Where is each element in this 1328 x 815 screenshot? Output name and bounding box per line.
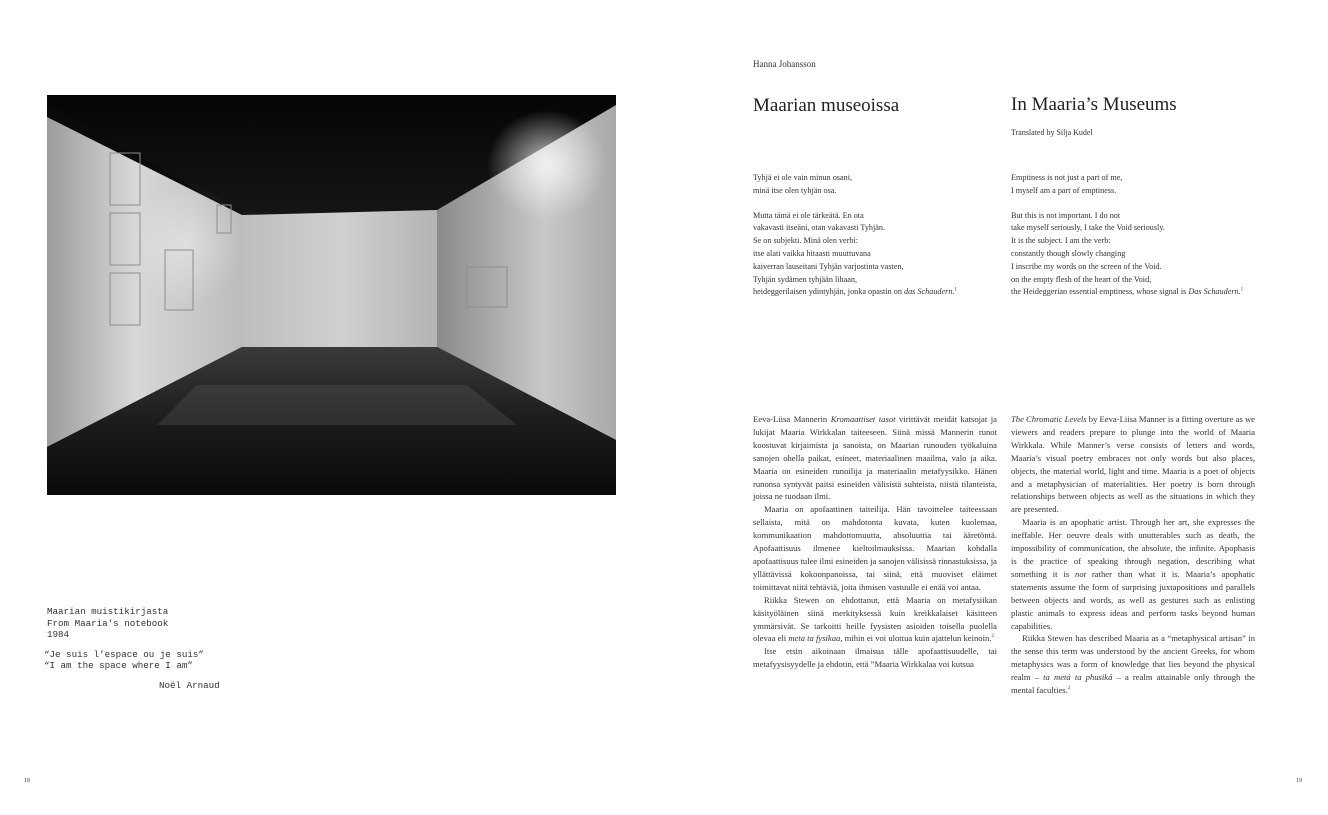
poem-stanza — [1011, 172, 1261, 198]
paragraph-text: by Eeva-Liisa Manner is a fitting overture as we viewers and readers prepare to plunge into the world of Maaria Wirkkala. While Manner’s verse consists of letters and words, Maaria’s visual poetry embraces not only words but also places, objects, the material world, light and time. Maaria is a poet of objects and a metaphysician of materialities. Her poetry is born through relationships between objects as well as the situations in which they are presented. — [1011, 414, 1255, 515]
paragraph: Maaria on apofaattinen taiteilija. Hän tavoittelee taiteessaan sellaista, mitä on mahdotonta kuvata, kuten kuolemaa, kommunikaation mahdottomuutta, absoluuttia tai ääretöntä. Apofaattisuus ilmenee kieltoilmauksissa. Maarian kohdalla apofaattisuus tulee ilmi esineiden ja sanojen välisissä rinnastuksissa, ja yllättävissä kokoonpanoissa, tai siinä, että muoviset eläimet toimittavat niitä tehtäviä, joita ihmisen vastuulle ei enää voi antaa. — [753, 504, 997, 592]
poem-emphasis: das Schaudern. — [903, 287, 955, 297]
translator-credit: Translated by Silja Kudel — [1011, 128, 1093, 137]
quote-line: “I am the space where I am” — [44, 660, 193, 671]
poem-line: kaiverran lauseitani Tyhjän varjostinta vasten, — [753, 261, 904, 271]
paragraph-emphasis: ta metá ta phusiká — [1043, 672, 1113, 683]
notebook-line: From Maaria's notebook — [47, 617, 169, 629]
poem-line: Se on subjekti. Minä olen verbi: — [753, 236, 859, 246]
article-author: Hanna Johansson — [753, 59, 816, 69]
paragraph — [753, 413, 997, 503]
poem-text: heideggerilaisen ydintyhjän, jonka opastin on — [753, 287, 904, 297]
paragraph-text: Riikka Stewen has described Maaria as a “metaphysical artisan” in the sense this term was understood by the ancient Greeks, for whom metaphysics was a form of knowledge that lies beyond the physical realm – — [1011, 633, 1255, 683]
paragraph-text: Eeva-Liisa Mannerin — [753, 414, 831, 424]
poem-stanza — [753, 210, 1003, 300]
poem-line: I myself am a part of emptiness. — [1011, 185, 1117, 195]
work-title: Kromaattiset tasot — [830, 414, 896, 424]
poem-line: take myself seriously, I take the Void seriously. — [1011, 223, 1165, 233]
notebook-line: Maarian muistikirjasta — [47, 606, 169, 617]
poem-english — [1011, 172, 1261, 311]
poem-line: minä itse olen tyhjän osa. — [753, 185, 837, 195]
paragraph — [1011, 516, 1255, 632]
quote-author: Noël Arnaud — [159, 679, 220, 691]
poem-line — [753, 286, 1003, 299]
notebook-quote — [44, 649, 277, 692]
quote-line: “Je suis l’espace ou je suis” — [44, 648, 204, 660]
notebook-excerpt — [44, 606, 277, 691]
poem-line: Emptiness is not just a part of me, — [1011, 173, 1123, 182]
footnote-ref: 1 — [954, 287, 957, 293]
poem-line: constantly though slowly changing — [1011, 248, 1126, 258]
paragraph-text: virittävät meidät katsojat ja lukijat Maaria Wirkkalan taiteeseen. Siinä missä Mannerin runot koostuvat kirjaimista ja sanoista, on Maarian runouden työkaluina sanojen ohella paikat, esineet, materiaalinen maailma, valo ja aika. Maaria on esineiden runoilija ja materiaalin metafyysikko. Hänen runonsa syntyvät paitsi esineiden välisistä suhteista, niistä tilanteista, joissa ne tuodaan ilmi. — [753, 414, 997, 502]
poem-line: But this is not important. I do not — [1011, 210, 1121, 220]
body-text-english — [1011, 413, 1255, 697]
poem-emphasis: Das Schaudern. — [1188, 287, 1241, 297]
poem-line: Tyhjän sydämen tyhjään lihaan, — [753, 274, 858, 284]
footnote-ref: 2 — [991, 634, 994, 640]
body-text-finnish — [753, 413, 997, 671]
paragraph — [1011, 413, 1255, 516]
notebook-year: 1984 — [47, 629, 70, 640]
poem-line: I inscribe my words on the screen of the Void. — [1011, 261, 1162, 271]
paragraph-text: Maaria is an apophatic artist. Through her art, she expresses the ineffable. Her oeuvre deals with unutterables such as death, the impossibility of communication, the absolute, the infinite. Apophasis is the practice of speaking through negation, describing what something it is — [1011, 517, 1255, 579]
paragraph — [753, 594, 997, 646]
footnote-ref: 2 — [1067, 686, 1071, 692]
poem-line: itse alati vaikka hitaasti muuttuvana — [753, 248, 871, 258]
paragraph-emphasis: not — [1075, 568, 1087, 579]
page-number-right: 19 — [1296, 778, 1302, 784]
page-number-left: 18 — [24, 778, 30, 784]
footnote-ref: 1 — [1240, 287, 1244, 293]
paragraph-text: rather than what it is. Maaria’s apophatic statements assume the form of surprising juxtapositions and parallels between objects and words, as well as gestures such as enlisting plastic animals to express ideas and perform tasks beyond human capabilities. — [1011, 568, 1256, 631]
poem-line: It is the subject. I am the verb: — [1011, 236, 1111, 246]
poem-line: vakavasti itseäni, otan vakavasti Tyhjän. — [753, 223, 886, 233]
paragraph-text: Riikka Stewen on ehdottanut, että Maaria on metafysiikan käsityöläinen siinä merkityksessä kuin kreikkalaiset käsitteen ymmärsivät. Se tarkoitti heille fyysisten asioiden toisella puolella olevaa eli — [753, 594, 997, 644]
paragraph — [1011, 632, 1255, 697]
poem-stanza — [753, 172, 1003, 198]
title-finnish: Maarian museoissa — [753, 95, 900, 116]
title-english: In Maaria’s Museums — [1011, 94, 1177, 115]
poem-line: on the empty flesh of the heart of the Void, — [1011, 274, 1152, 284]
gallery-photo — [47, 95, 616, 495]
paragraph: Itse etsin aikoinaan ilmaisua tälle apofaattisuudelle, tai metafyysisyydelle ja ehdotin, että ”Maaria Wirkkalaa voi kutsua — [753, 646, 997, 670]
poem-line — [1011, 286, 1261, 299]
poem-stanza — [1011, 210, 1261, 300]
paragraph-text: , mihin ei voi ulottua kuin ajattelun keinoin. — [840, 633, 992, 644]
poem-finnish — [753, 172, 1003, 311]
paragraph-emphasis: meta ta fysikaa — [788, 633, 841, 644]
work-title: The Chromatic Levels — [1011, 414, 1087, 424]
poem-text: the Heideggerian essential emptiness, whose signal is — [1011, 287, 1189, 297]
poem-line: Mutta tämä ei ole tärkeätä. En ota — [753, 210, 864, 220]
poem-line: Tyhjä ei ole vain minun osani, — [753, 173, 853, 182]
paragraph-text: – a realm attainable only through the mental faculties. — [1011, 672, 1255, 696]
